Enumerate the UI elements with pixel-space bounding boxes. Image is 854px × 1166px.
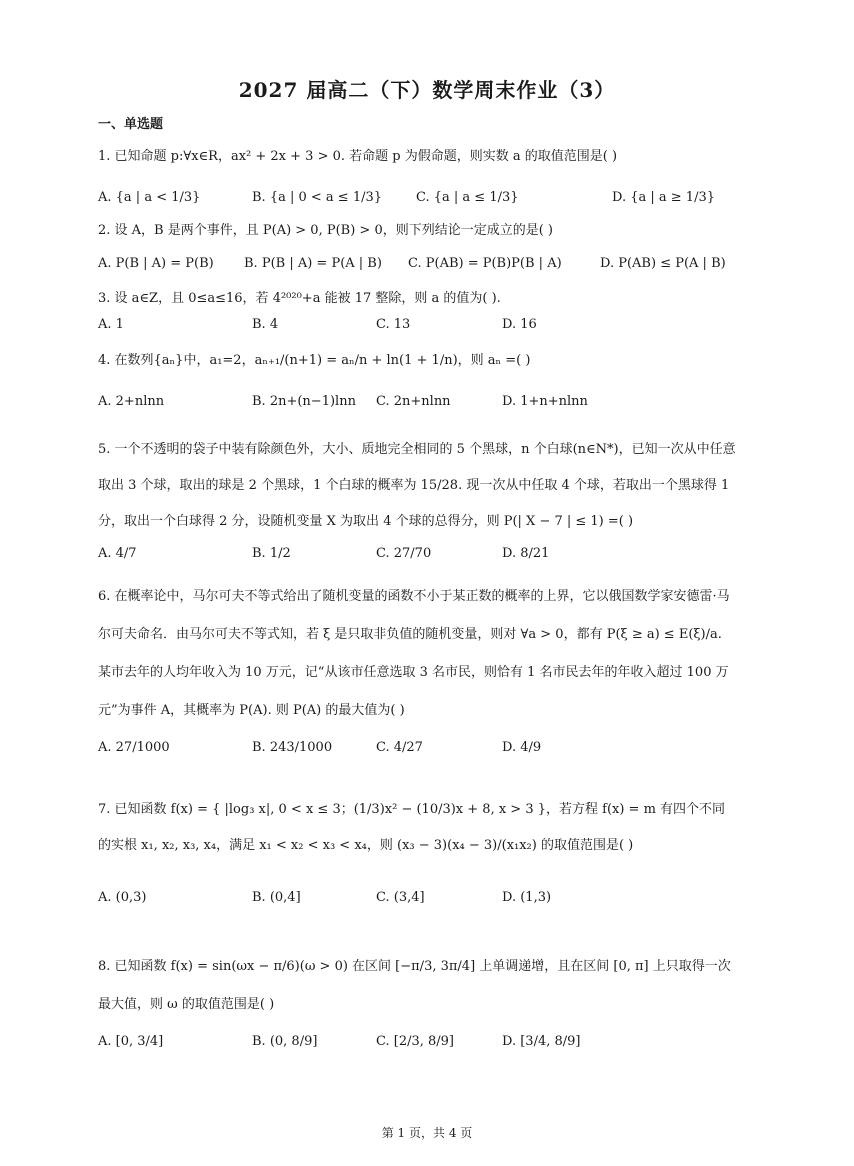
question-7-options: [98, 884, 758, 912]
question-7-stem: 7. 已知函数 f(x) = { |log₃ x|, 0 < x ≤ 3；(1/3)x² − (10/3)x + 8, x > 3 }，若方程 f(x) = m 有四个不同的实根 x₁, x₂, x₃, x₄，满足 x₁ < x₂ < x₃ < x₄，则 (x₃ − 3)(x₄ − 3)/(x₁x₂) 的取值范围是( ): [98, 802, 726, 853]
section-heading: 一、单选题: [98, 117, 164, 132]
q1-option-d: D. {a | a ≥ 1/3}: [612, 190, 715, 205]
q1-option-b: B. {a | 0 < a ≤ 1/3}: [252, 190, 383, 205]
q6-option-a: A. 27/1000: [98, 740, 170, 755]
q7-option-c: C. (3,4]: [376, 890, 425, 905]
q2-option-c: C. P(AB) = P(B)P(B | A): [408, 256, 562, 271]
question-1-options: [98, 184, 758, 212]
page-footer: 第 1 页，共 4 页: [381, 1126, 473, 1140]
q2-option-b: B. P(B | A) = P(A | B): [244, 256, 382, 271]
question-8-options: [98, 1028, 758, 1056]
question-5-stem: 5. 一个不透明的袋子中装有除颜色外，大小、质地完全相同的 5 个黑球，n 个白球(n∈N*)，已知一次从中任意取出 3 个球，取出的球是 2 个黑球，1 个白球的概率为 15/28. 现一次从中任取 4 个球，若取出一个黑球得 1 分，取出一个白球得 2 分，设随机变量 X 为取出 4 个球的总得分，则 P(| X − 7 | ≤ 1) =( ): [98, 442, 736, 529]
question-4-stem: 4. 在数列{aₙ}中，a₁=2，aₙ₊₁/(n+1) = aₙ/n + ln(1 + 1/n)，则 aₙ =( ): [98, 353, 531, 368]
q5-option-d: D. 8/21: [502, 546, 550, 561]
q8-option-c: C. [2/3, 8/9]: [376, 1034, 454, 1049]
q8-option-b: B. (0, 8/9]: [252, 1034, 318, 1049]
question-6-options: [98, 734, 758, 762]
q5-option-b: B. 1/2: [252, 546, 291, 561]
q4-option-a: A. 2+nlnn: [98, 394, 165, 409]
q3-option-b: B. 4: [252, 317, 279, 332]
q8-option-a: A. [0, 3/4]: [98, 1034, 164, 1049]
q7-option-a: A. (0,3): [98, 890, 147, 905]
question-5-options: [98, 540, 758, 568]
q3-option-c: C. 13: [376, 317, 411, 332]
question-4-options: [98, 388, 758, 416]
question-1-stem: 1. 已知命题 p:∀x∈R，ax² + 2x + 3 > 0. 若命题 p 为假命题，则实数 a 的取值范围是( ): [98, 149, 618, 164]
question-8-stem: 8. 已知函数 f(x) = sin(ωx − π/6)(ω > 0) 在区间 [−π/3, 3π/4] 上单调递增，且在区间 [0, π] 上只取得一次最大值，则 ω 的取值范围是( ): [98, 959, 731, 1012]
question-2-options: [98, 250, 758, 278]
q3-option-a: A. 1: [98, 317, 124, 332]
q7-option-d: D. (1,3): [502, 890, 552, 905]
q1-option-a: A. {a | a < 1/3}: [98, 190, 201, 205]
q6-option-d: D. 4/9: [502, 740, 542, 755]
q8-option-d: D. [3/4, 8/9]: [502, 1034, 581, 1049]
q4-option-d: D. 1+n+nlnn: [502, 394, 588, 409]
page-title: 2027 届高二（下）数学周末作业（3）: [238, 78, 616, 102]
q5-option-a: A. 4/7: [98, 546, 137, 561]
q7-option-b: B. (0,4]: [252, 890, 301, 905]
question-3-options: [98, 311, 758, 339]
q3-option-d: D. 16: [502, 317, 537, 332]
q4-option-c: C. 2n+nlnn: [376, 394, 451, 409]
question-3-stem: 3. 设 a∈Z，且 0≤a≤16，若 4²⁰²⁰+a 能被 17 整除，则 a 的值为( ).: [98, 291, 501, 306]
q1-option-c: C. {a | a ≤ 1/3}: [416, 190, 519, 205]
question-6-stem: 6. 在概率论中，马尔可夫不等式给出了随机变量的函数不小于某正数的概率的上界，它以俄国数学家安德雷·马尔可夫命名．由马尔可夫不等式知，若 ξ 是只取非负值的随机变量，则对 ∀a > 0，都有 P(ξ ≥ a) ≤ E(ξ)/a. 某市去年的人均年收入为 10 万元，记“从该市任意选取 3 名市民，则恰有 1 名市民去年的年收入超过 100 万元”为事件 A，其概率为 P(A). 则 P(A) 的最大值为( ): [98, 589, 730, 718]
q6-option-c: C. 4/27: [376, 740, 423, 755]
q4-option-b: B. 2n+(n−1)lnn: [252, 394, 356, 409]
question-2-stem: 2. 设 A，B 是两个事件，且 P(A) > 0, P(B) > 0，则下列结论一定成立的是( ): [98, 223, 553, 238]
q5-option-c: C. 27/70: [376, 546, 432, 561]
q6-option-b: B. 243/1000: [252, 740, 333, 755]
q2-option-a: A. P(B | A) = P(B): [98, 256, 214, 271]
q2-option-d: D. P(AB) ≤ P(A | B): [600, 256, 726, 271]
